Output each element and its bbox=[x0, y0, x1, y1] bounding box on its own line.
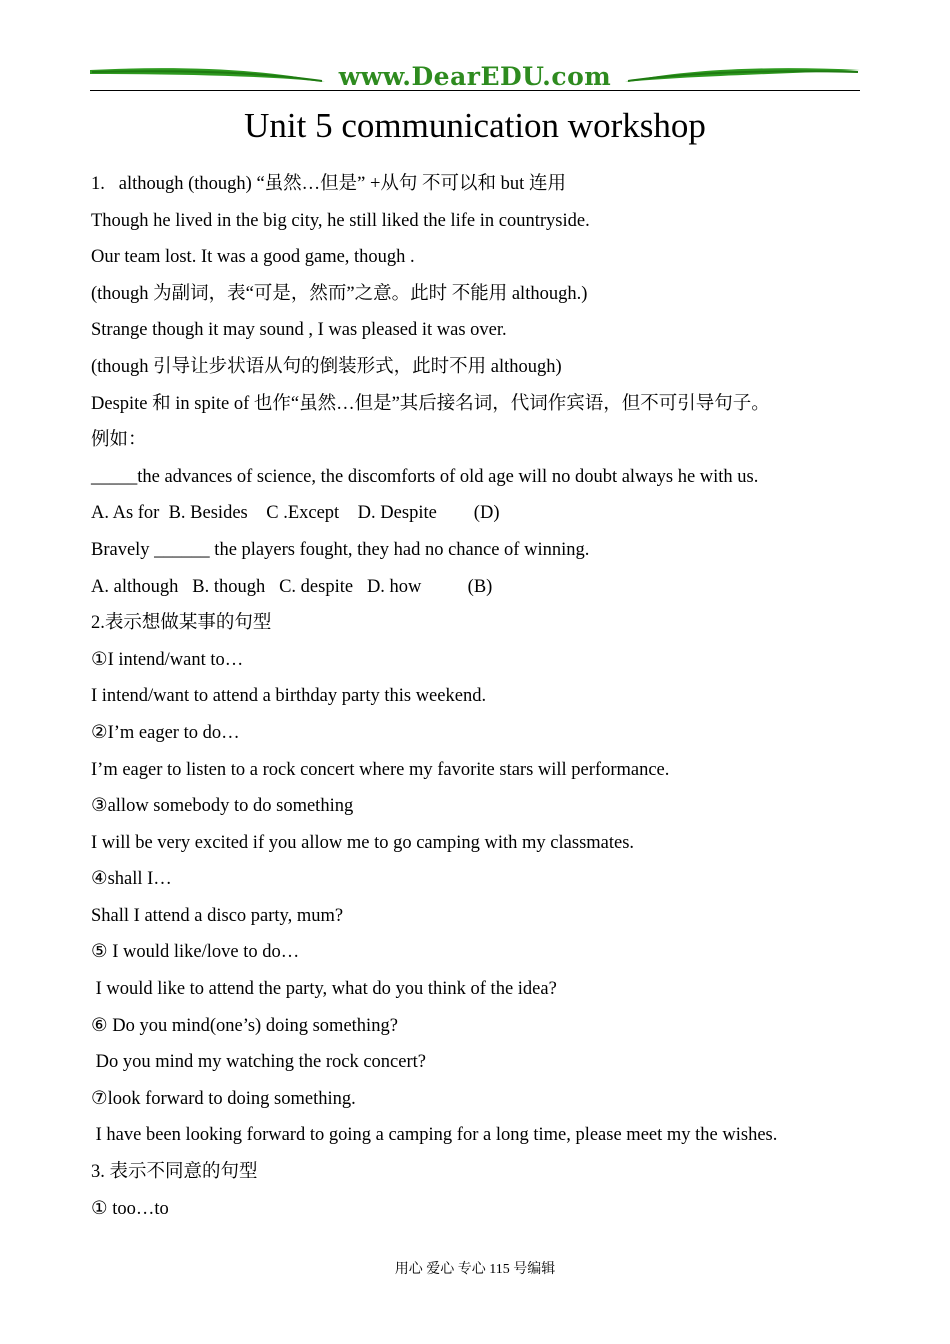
text-line: Though he lived in the big city, he still liked the life in countryside. bbox=[91, 210, 590, 231]
header-banner bbox=[90, 60, 860, 94]
text-line: ① too…to bbox=[91, 1198, 169, 1219]
text-line: Do you mind my watching the rock concert? bbox=[91, 1052, 426, 1073]
text-line: 2.表示想做某事的句型 bbox=[91, 613, 272, 634]
text-line: A. although B. though C. despite D. how (B) bbox=[91, 576, 493, 597]
text-line: ①I intend/want to… bbox=[91, 649, 244, 670]
text-line: Our team lost. It was a good game, though . bbox=[91, 247, 415, 268]
text-line: I will be very excited if you allow me to go camping with my classmates. bbox=[91, 832, 635, 853]
text-line: Bravely ______ the players fought, they had no chance of winning. bbox=[91, 539, 590, 560]
site-logo-text: www.DearEDU.com bbox=[338, 62, 612, 91]
text-line: ⑦look forward to doing something. bbox=[91, 1088, 356, 1109]
text-line: Strange though it may sound , I was pleased it was over. bbox=[91, 320, 507, 341]
page-title: Unit 5 communication workshop bbox=[244, 106, 706, 145]
text-line: Shall I attend a disco party, mum? bbox=[91, 905, 344, 926]
text-line: I would like to attend the party, what do you think of the idea? bbox=[91, 979, 557, 1000]
text-line: ②I’m eager to do… bbox=[91, 722, 240, 743]
text-line: 1. although (though) “虽然…但是” +从句 不可以和 but 连用 bbox=[91, 174, 566, 194]
text-line: A. As for B. Besides C .Except D. Despite (D) bbox=[91, 503, 500, 524]
text-line: ⑥ Do you mind(one’s) doing something? bbox=[91, 1015, 398, 1036]
text-line: 3. 表示不同意的句型 bbox=[91, 1162, 258, 1183]
text-line: 例如： bbox=[91, 430, 147, 451]
text-line: I intend/want to attend a birthday party this weekend. bbox=[91, 686, 487, 707]
text-line: I have been looking forward to going a camping for a long time, please meet my the wishes. bbox=[91, 1125, 778, 1146]
text-line: ④shall I… bbox=[91, 869, 172, 890]
text-line: Despite 和 in spite of 也作“虽然…但是”其后接名词，代词作宾语，但不可引导句子。 bbox=[91, 393, 770, 414]
header-rule bbox=[90, 90, 860, 91]
text-line: ⑤ I would like/love to do… bbox=[91, 942, 300, 963]
text-line: ③allow somebody to do something bbox=[91, 796, 354, 817]
text-line: I’m eager to listen to a rock concert where my favorite stars will performance. bbox=[91, 759, 670, 780]
document-body bbox=[91, 166, 871, 1227]
page-footer: 用心 爱心 专心 115 号编辑 bbox=[394, 1262, 556, 1277]
text-line: (though 引导让步状语从句的倒装形式，此时不用 although) bbox=[91, 356, 562, 377]
text-line: (though 为副词，表“可是，然而”之意。此时 不能用 although.) bbox=[91, 283, 588, 304]
text-line: _____the advances of science, the discomforts of old age will no doubt always he with us. bbox=[91, 466, 759, 487]
